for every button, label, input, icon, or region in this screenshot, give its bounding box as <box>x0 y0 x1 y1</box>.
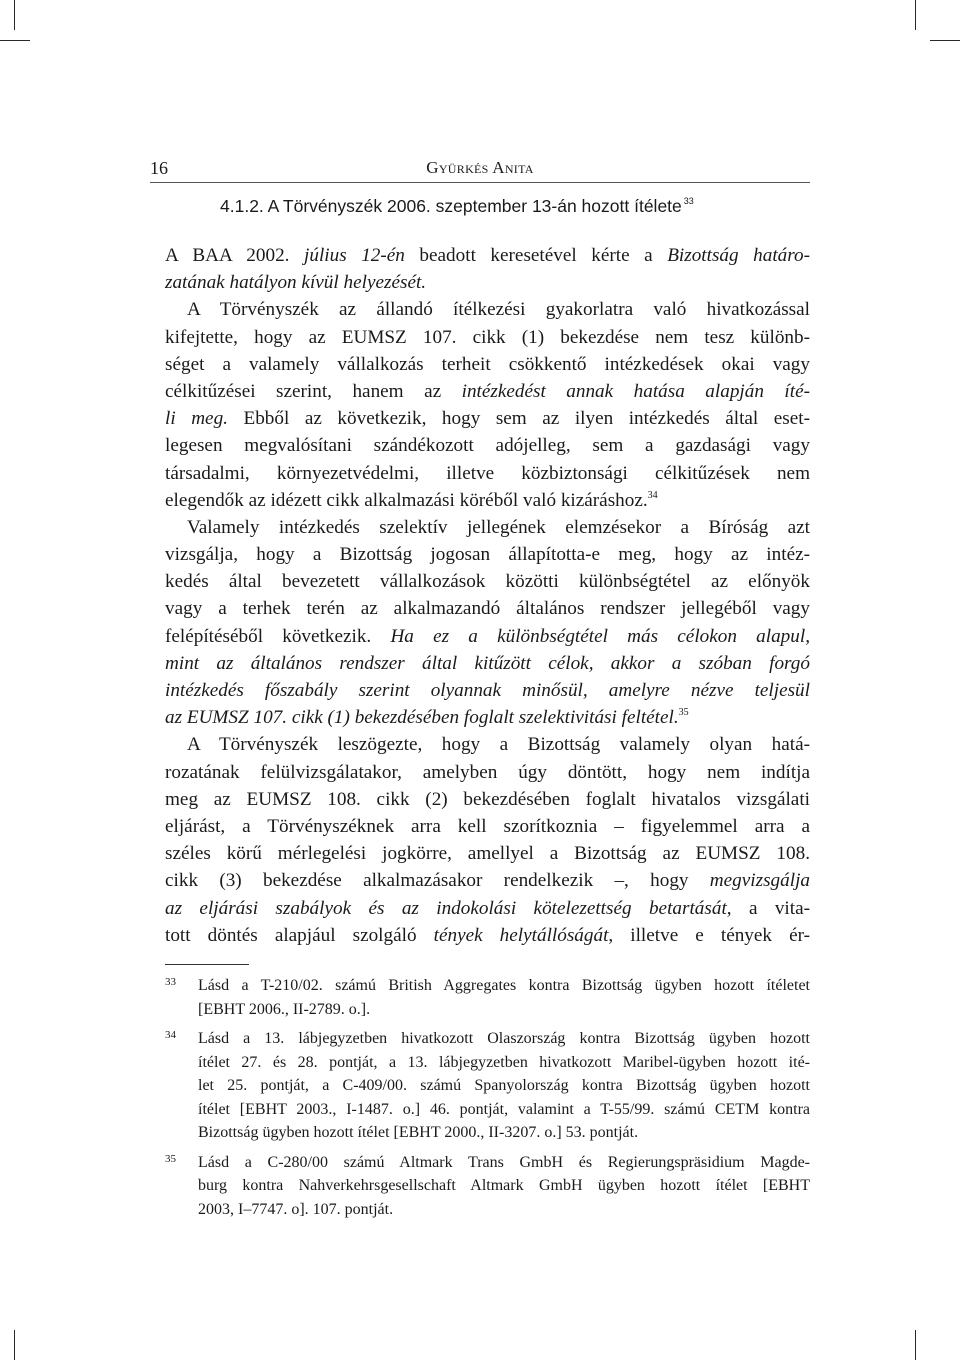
body-line <box>165 269 810 296</box>
body-line <box>165 731 810 758</box>
body-line <box>165 677 810 704</box>
body-line <box>165 378 810 405</box>
body-line <box>165 922 810 949</box>
body-line <box>165 895 810 922</box>
footnote <box>165 974 810 1021</box>
footnote-line: ítélet [EBHT 2003., I-1487. o.] 46. pontját, valamint a T-55/99. számú CETM kontra <box>198 1100 810 1118</box>
section-title-text: 4.1.2. A Törvényszék 2006. szeptember 13-án hozott ítélete <box>220 196 682 216</box>
footnote-ref: 34 <box>647 489 658 501</box>
footnote-line: burg kontra Nahverkehrsgesellschaft Altmark GmbH ügyben hozott ítélet [EBHT <box>198 1177 810 1194</box>
body-line <box>165 324 810 351</box>
body-line <box>165 786 810 813</box>
section-title <box>220 196 694 217</box>
text-segment: széles körű mérlegelési jogkörre, amellyel a Bizottság az EUMSZ 108. <box>165 843 810 865</box>
body-line <box>165 568 810 595</box>
text-segment: vizsgálja, hogy a Bizottság jogosan állapította-e meg, hogy az intéz- <box>165 544 810 566</box>
text-segment: séget a valamely vállalkozás terheit csökkentő intézkedések okai vagy <box>165 353 810 375</box>
text-segment: beadott keresetével kérte a <box>404 245 668 266</box>
italic-text: az eljárási szabályok és az indokolási kötelezettség betartását <box>165 897 727 919</box>
footnote <box>165 1027 810 1145</box>
body-line <box>165 595 810 622</box>
body-line <box>165 867 810 894</box>
text-segment: kifejtette, hogy az EUMSZ 107. cikk (1) bekezdése nem tesz különb- <box>165 326 810 348</box>
section-footnote-ref: 33 <box>683 196 694 206</box>
text-segment: legesen megvalósítani szándékozott adójelleg, sem a gazdasági vagy <box>165 435 810 457</box>
footnote-line: 2003, I–7747. o]. 107. pontját. <box>198 1200 394 1218</box>
body-line <box>165 405 810 432</box>
text-segment: cikk (3) bekezdése alkalmazásakor rendelkezik –, hogy <box>165 870 710 892</box>
body-line <box>165 460 810 487</box>
running-head: Gyürkés Anita <box>426 158 534 177</box>
footnote-line: let 25. pontját, a C-409/00. számú Spanyolország kontra Bizottság ügyben hozott <box>198 1077 810 1094</box>
footnote-line: Lásd a T-210/02. számú British Aggregates kontra Bizottság ügyben hozott ítéletet <box>198 977 810 994</box>
text-segment: , illetve e tények ér- <box>608 924 810 946</box>
text-segment: tott döntés alapjául szolgáló <box>165 924 434 946</box>
italic-text: tények helytállóságát <box>433 924 609 946</box>
italic-text: megvizsgálja <box>709 870 810 892</box>
footnote-number: 33 <box>165 976 176 988</box>
body-line <box>165 813 810 840</box>
text-segment: elegendők az idézett cikk alkalmazási köréből való kizáráshoz. <box>165 489 648 511</box>
footnote-number: 34 <box>165 1029 176 1041</box>
text-segment: célkitűzései szerint, hanem az <box>165 380 462 402</box>
italic-text: Ha ez a különbségtétel más célokon alapul, <box>390 625 810 647</box>
crop-mark-top-left <box>14 0 15 30</box>
footnote-number: 35 <box>165 1152 176 1165</box>
body-line <box>165 487 810 514</box>
text-segment: meg az EUMSZ 108. cikk (2) bekezdésében foglalt hivatalos vizsgálati <box>165 788 810 810</box>
page-header <box>150 158 810 182</box>
italic-text: intézkedés főszabály szerint olyannak minősül, amelyre nézve teljesül <box>165 680 810 701</box>
text-segment: A Törvényszék leszögezte, hogy a Bizottság valamely olyan hatá- <box>187 734 810 756</box>
footnote-line: [EBHT 2006., II-2789. o.]. <box>198 1000 371 1018</box>
text-segment: Valamely intézkedés szelektív jellegének elemzésekor a Bíróság azt <box>187 516 810 538</box>
page-number: 16 <box>150 158 168 178</box>
footnote <box>165 1151 810 1222</box>
italic-text: július 12-én <box>304 245 405 266</box>
text-segment: vagy a terhek terén az alkalmazandó általános rendszer jellegéből vagy <box>165 598 810 620</box>
body-text <box>165 242 810 949</box>
footnote-ref: 35 <box>678 707 689 719</box>
crop-mark-top-right <box>915 0 916 30</box>
text-segment: társadalmi, környezetvédelmi, illetve közbiztonsági célkitűzések nem <box>165 462 810 484</box>
body-line <box>165 541 810 568</box>
body-line <box>165 650 810 677</box>
text-segment: , a vita- <box>726 897 810 919</box>
body-line <box>165 242 810 269</box>
text-segment: Ebből az következik, hogy sem az ilyen intézkedés által eset- <box>227 408 810 430</box>
body-line <box>165 759 810 786</box>
footnote-line: Lásd a 13. lábjegyzetben hivatkozott Olaszország kontra Bizottság ügyben hozott <box>198 1030 810 1047</box>
footnote-line: ítélet 27. és 28. pontját, a 13. lábjegyzetben hivatkozott Maribel-ügyben hozott ité- <box>198 1053 810 1071</box>
text-segment: felépítéséből következik. <box>165 625 391 647</box>
italic-text: li meg. <box>165 408 228 430</box>
crop-mark-top-left-h <box>0 40 30 41</box>
footnote-rule <box>165 964 249 965</box>
body-line <box>165 623 810 650</box>
italic-text: intézkedést annak hatása alapján íté- <box>461 380 810 402</box>
text-segment: eljárást, a Törvényszéknek arra kell szorítkoznia – figyelemmel arra a <box>165 815 810 837</box>
italic-text: mint az általános rendszer által kitűzött célok, akkor a szóban forgó <box>165 652 810 674</box>
footnote-line: Bizottság ügyben hozott ítélet [EBHT 2000., II-3207. o.] 53. pontját. <box>198 1124 639 1141</box>
text-segment: A Törvényszék az állandó ítélkezési gyakorlatra való hivatkozással <box>187 299 810 321</box>
italic-text: az EUMSZ 107. cikk (1) bekezdésében foglalt szelektivitási feltétel. <box>165 707 679 729</box>
body-line <box>165 704 810 731</box>
body-line <box>165 351 810 378</box>
italic-text: zatának hatályon kívül helyezését. <box>165 272 427 294</box>
italic-text: Bizottság határo- <box>667 245 810 266</box>
crop-mark-top-right-h <box>930 40 960 41</box>
crop-mark-bottom-left <box>14 1330 15 1360</box>
text-segment: kedés által bevezetett vállalkozások közötti különbségtétel az előnyök <box>165 571 810 593</box>
text-segment: A BAA 2002. <box>165 245 305 266</box>
body-line <box>165 432 810 459</box>
body-line <box>165 514 810 541</box>
body-line <box>165 296 810 323</box>
crop-mark-bottom-right <box>915 1330 916 1360</box>
text-segment: rozatának felülvizsgálatakor, amelyben úgy döntött, hogy nem indítja <box>165 761 810 783</box>
body-line <box>165 840 810 867</box>
footnotes <box>165 974 810 1227</box>
header-rule <box>150 182 810 183</box>
footnote-line: Lásd a C-280/00 számú Altmark Trans GmbH és Regierungspräsidium Magde- <box>198 1153 810 1171</box>
